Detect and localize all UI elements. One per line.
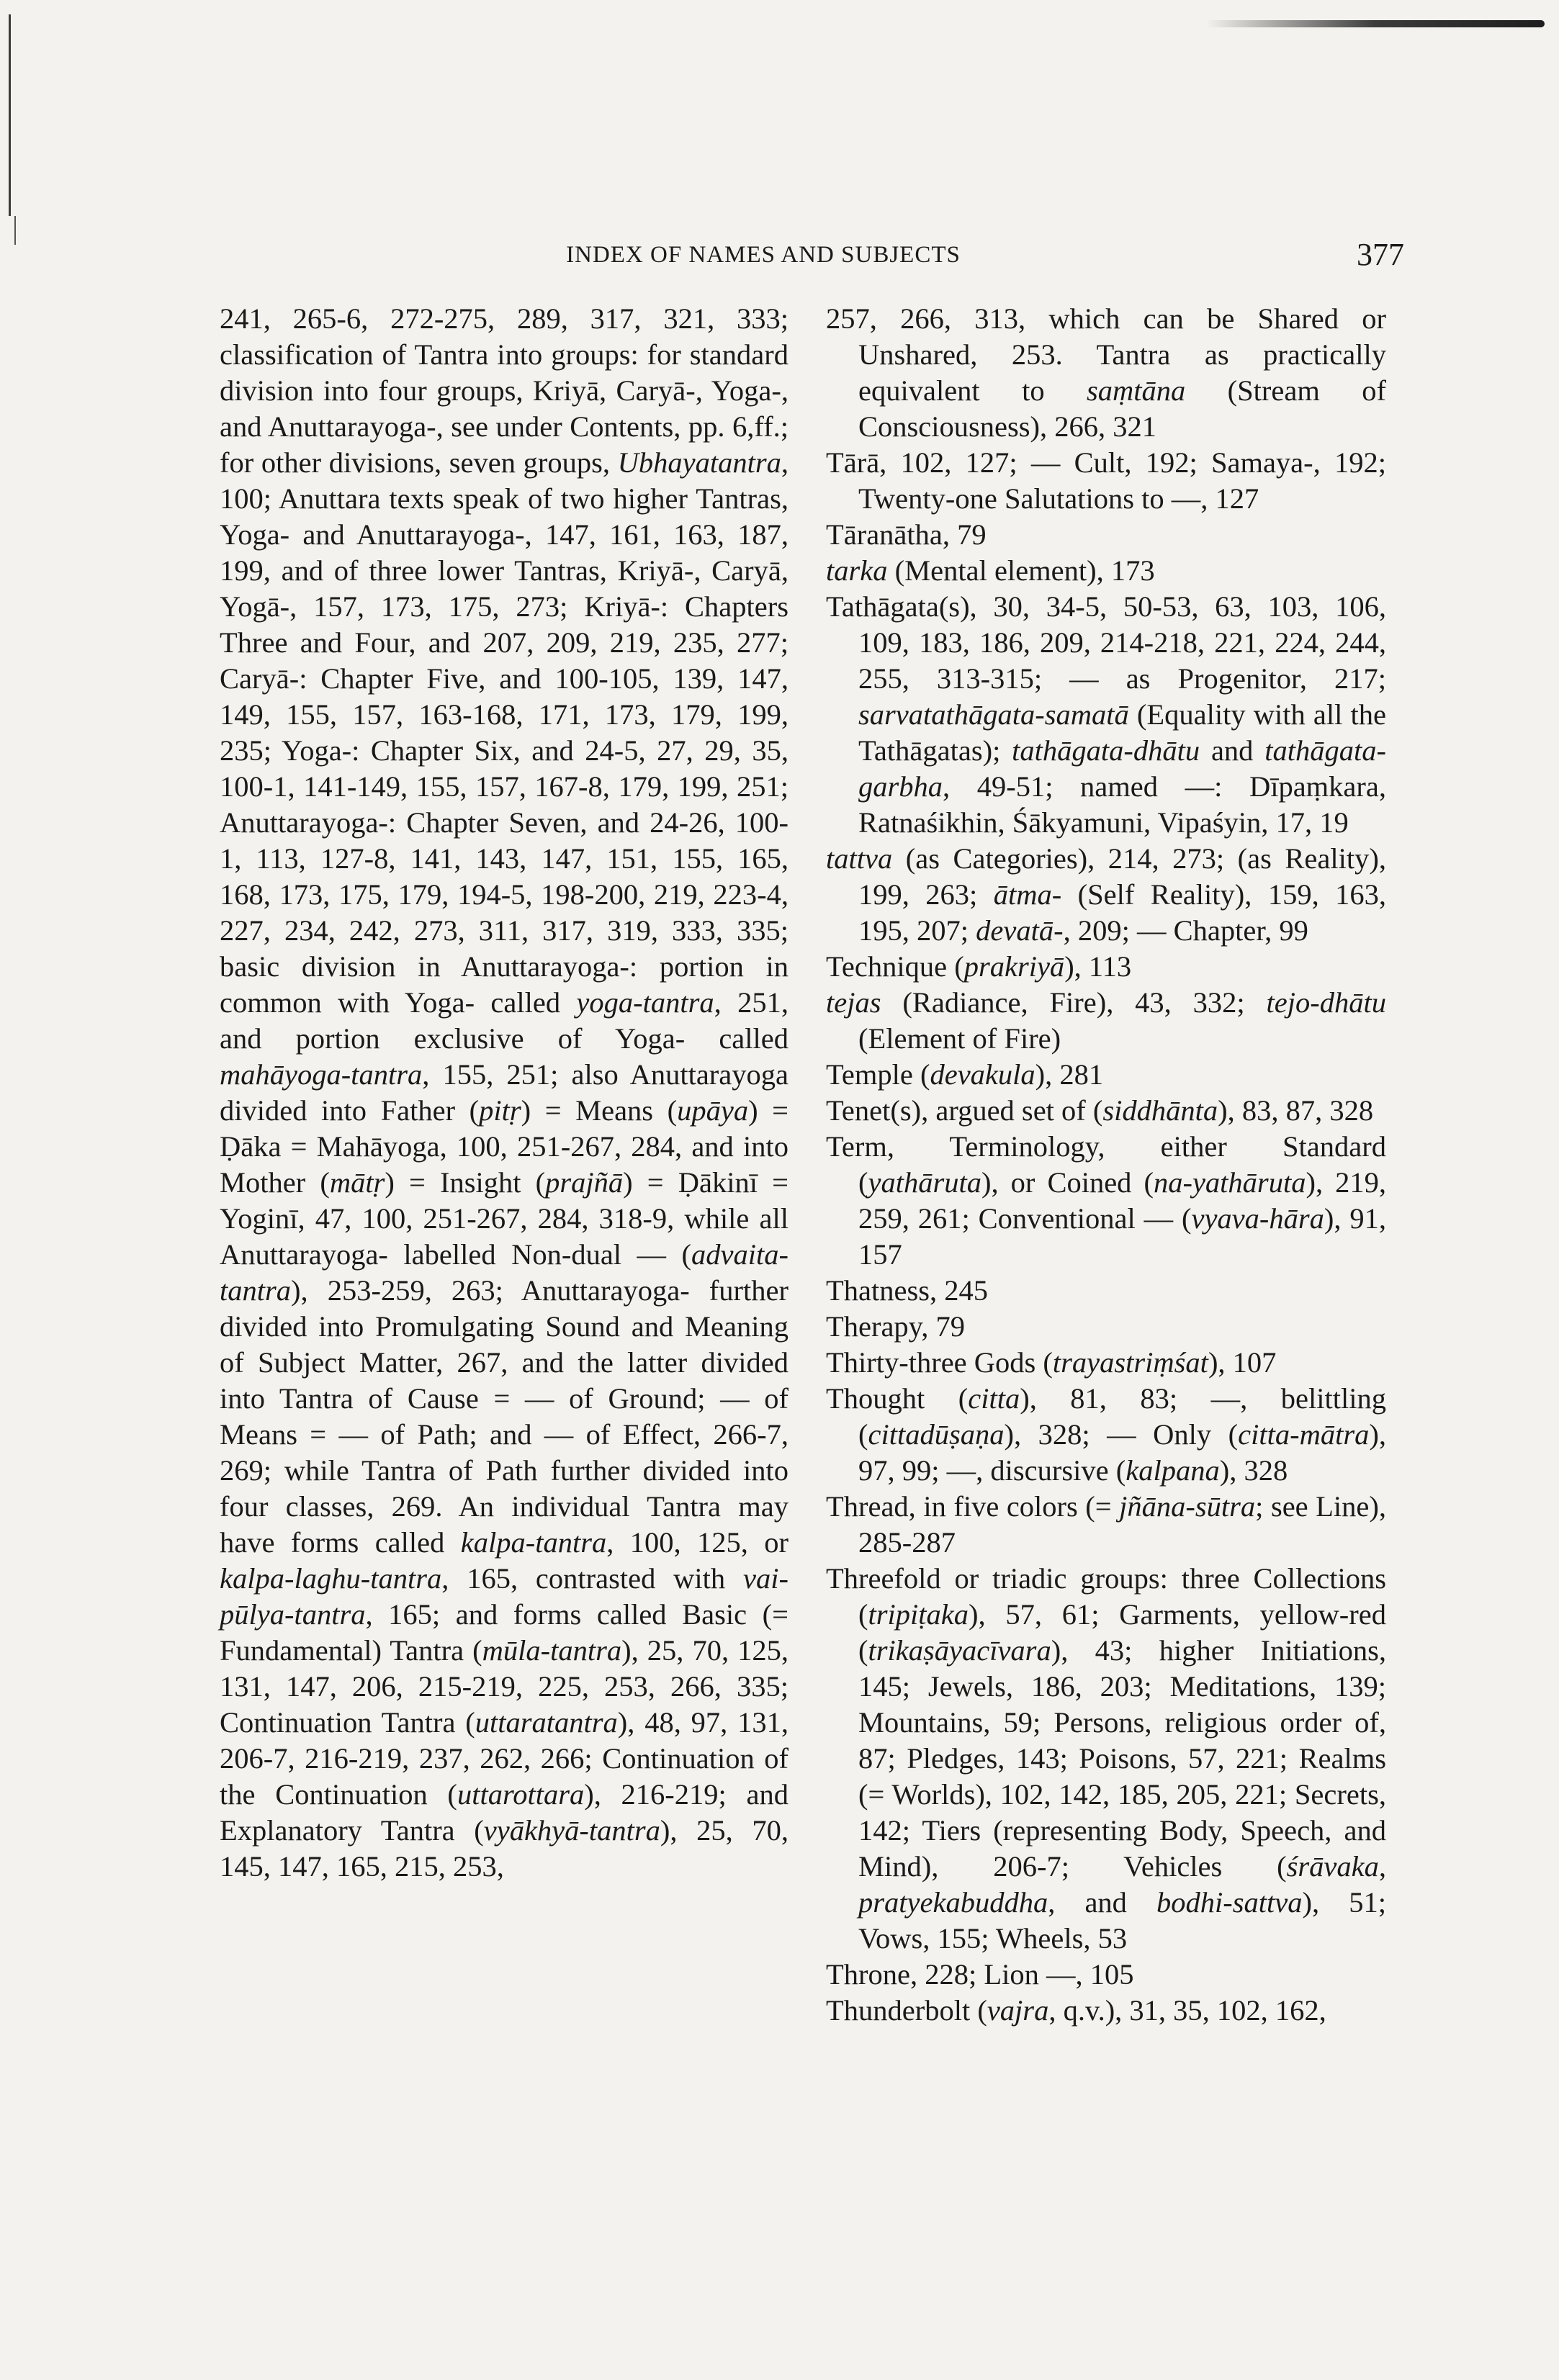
index-entry: Therapy, 79 (826, 1310, 966, 1343)
index-entry: Tārā, 102, 127; — Cult, 192; Samaya-, 192; Twenty-one Salutations to —, 127 (826, 446, 1386, 515)
index-entry: Thatness, 245 (826, 1274, 988, 1307)
index-entry: Tāranātha, 79 (826, 518, 987, 551)
index-entry: tattva (as Categories), 214, 273; (as Reality), 199, 263; ātma- (Self Reality), 159, 163, 195, 207; devatā-, 209; — Chapter, 99 (826, 842, 1386, 947)
page-number: 377 (1357, 237, 1404, 272)
index-entry: Tenet(s), argued set of (siddhānta), 83, 87, 328 (826, 1094, 1374, 1127)
index-entry: Technique (prakriyā), 113 (826, 950, 1132, 983)
right-column (826, 301, 1386, 2029)
index-entry: Tathāgata(s), 30, 34-5, 50-53, 63, 103, 106, 109, 183, 186, 209, 214-218, 221, 224, 244, 255, 313-315; — as Progenitor, 217; sarvatathāgata-samatā (Equality with all the Tathāgatas); tathāgata-dhātu and tathāgata-garbha, 49-51; named —: Dīpaṃkara, Ratnaśikhin, Śākyamuni, Vipaśyin, 17, 19 (826, 590, 1386, 839)
page-edge-mark (14, 216, 16, 245)
page-edge-shadow-top (1206, 20, 1545, 27)
index-entry: Throne, 228; Lion —, 105 (826, 1958, 1134, 1991)
running-title: INDEX OF NAMES AND SUBJECTS (566, 242, 961, 268)
index-entry: Temple (devakula), 281 (826, 1058, 1104, 1091)
index-entry-continuation: 241, 265-6, 272-275, 289, 317, 321, 333; classification of Tantra into groups: for standard division into four groups, Kriyā, Caryā-, Yoga-, and Anuttarayoga-, see under Contents, pp. 6,ff.; for other divisions, seven groups, Ubhayatantra, 100; Anuttara texts speak of two higher Tantras, Yoga- and Anuttarayoga-, 147, 161, 163, 187, 199, and of three lower Tantras, Kriyā-, Caryā, Yogā-, 157, 173, 175, 273; Kriyā-: Chapters Three and Four, and 207, 209, 219, 235, 277; Caryā-: Chapter Five, and 100-105, 139, 147, 149, 155, 157, 163-168, 171, 173, 179, 199, 235; Yoga-: Chapter Six, and 24-5, 27, 29, 35, 100-1, 141-149, 155, 157, 167-8, 179, 199, 251; Anuttarayoga-: Chapter Seven, and 24-26, 100-1, 113, 127-8, 141, 143, 147, 151, 155, 165, 168, 173, 175, 179, 194-5, 198-200, 219, 223-4, 227, 234, 242, 273, 311, 317, 319, 333, 335; basic division in Anuttarayoga-: portion in common with Yoga- called yoga-tantra, 251, and portion exclusive of Yoga- called mahāyoga-tantra, 155, 251; also Anuttarayoga divided into Father (pitṛ) = Means (upāya) = Ḍāka = Mahāyoga, 100, 251-267, 284, and into Mother (mātṛ) = Insight (prajñā) = Ḍākinī = Yoginī, 47, 100, 251-267, 284, 318-9, while all Anuttarayoga- labelled Non-dual — (advaita-tantra), 253-259, 263; Anuttarayoga- further divided into Promulgating Sound and Meaning of Subject Matter, 267, and the latter divided into Tantra of Cause = — of Ground; — of Means = — of Path; and — of Effect, 266-7, 269; while Tantra of Path further divided into four classes, 269. An individual Tantra may have forms called kalpa-tantra, 100, 125, or kalpa-laghu-tantra, 165, contrasted with vai-pūlya-tantra, 165; and forms called Basic (= Fundamental) Tantra (mūla-tantra), 25, 70, 125, 131, 147, 206, 215-219, 225, 253, 266, 335; Continuation Tantra (uttaratantra), 48, 97, 131, 206-7, 216-219, 237, 262, 266; Continuation of the Continuation (uttarottara), 216-219; and Explanatory Tantra (vyākhyā-tantra), 25, 70, 145, 147, 165, 215, 253, (220, 302, 789, 1883)
index-entry-continuation: 257, 266, 313, which can be Shared or Unshared, 253. Tantra as practically equivalent to saṃtāna (Stream of Consciousness), 266, 321 (826, 302, 1386, 443)
page-edge-shadow (9, 14, 11, 216)
left-column (220, 301, 789, 1885)
index-entry: Thread, in five colors (= jñāna-sūtra; see Line), 285-287 (826, 1490, 1386, 1559)
index-entry: Thunderbolt (vajra, q.v.), 31, 35, 102, 162, (826, 1994, 1326, 2027)
index-entry: tarka (Mental element), 173 (826, 554, 1155, 587)
index-entry: Threefold or triadic groups: three Collections (tripiṭaka), 57, 61; Garments, yellow-red (trikaṣāyacīvara), 43; higher Initiations, 145; Jewels, 186, 203; Meditations, 139; Mountains, 59; Persons, religious order of, 87; Pledges, 143; Poisons, 57, 221; Realms (= Worlds), 102, 142, 185, 205, 221; Secrets, 142; Tiers (representing Body, Speech, and Mind), 206-7; Vehicles (śrāvaka, pratyekabuddha, and bodhi-sattva), 51; Vows, 155; Wheels, 53 (826, 1562, 1386, 1955)
index-entry: Term, Terminology, either Standard (yathāruta), or Coined (na-yathāruta), 219, 259, 261; Conventional — (vyava-hāra), 91, 157 (826, 1130, 1386, 1271)
index-entry: Thirty-three Gods (trayastriṃśat), 107 (826, 1346, 1277, 1379)
index-entry: Thought (citta), 81, 83; —, belittling (cittadūṣaṇa), 328; — Only (citta-mātra), 97, 99; —, discursive (kalpana), 328 (826, 1382, 1386, 1487)
page-header (216, 236, 1404, 279)
index-entry: tejas (Radiance, Fire), 43, 332; tejo-dhātu (Element of Fire) (826, 986, 1386, 1055)
